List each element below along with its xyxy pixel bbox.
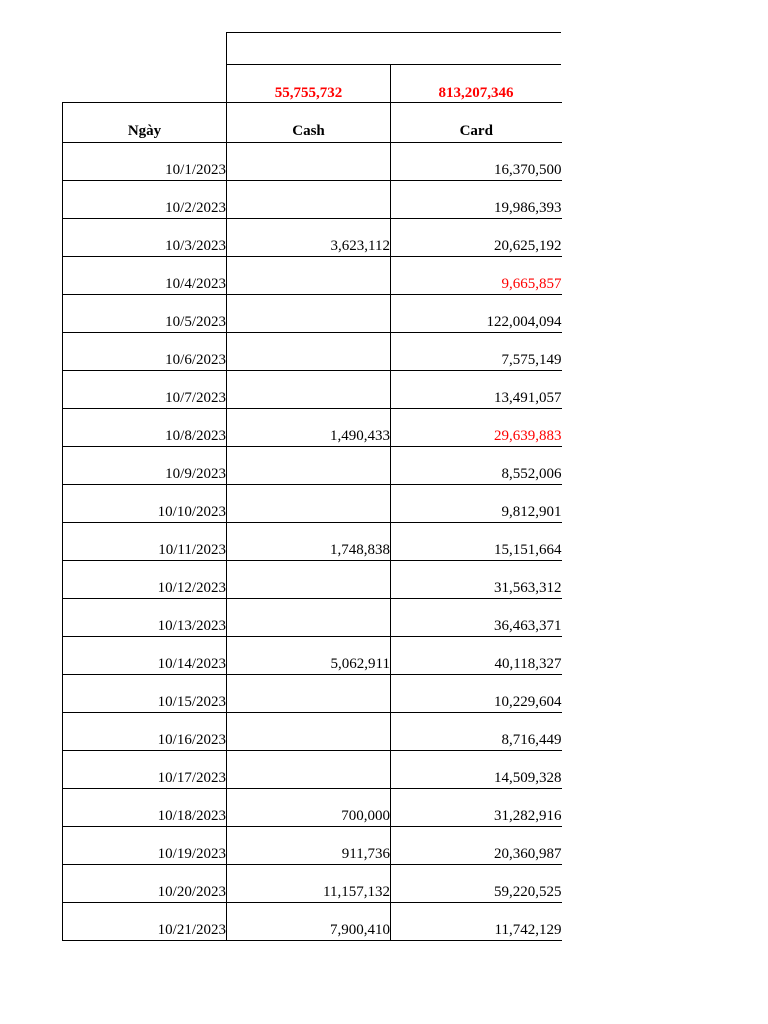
table-row — [63, 295, 562, 333]
date-cell[interactable]: 10/6/2023 — [63, 333, 227, 371]
card-cell[interactable]: 31,282,916 — [391, 789, 562, 827]
card-cell[interactable]: 36,463,371 — [391, 599, 562, 637]
date-cell[interactable]: 10/10/2023 — [63, 485, 227, 523]
table-row — [63, 561, 562, 599]
cash-cell[interactable] — [227, 751, 391, 789]
sales-table — [62, 102, 562, 941]
cash-cell[interactable]: 1,490,433 — [227, 409, 391, 447]
date-cell[interactable]: 10/20/2023 — [63, 865, 227, 903]
card-cell[interactable]: 20,625,192 — [391, 219, 562, 257]
card-cell[interactable]: 40,118,327 — [391, 637, 562, 675]
date-cell[interactable]: 10/3/2023 — [63, 219, 227, 257]
card-total-cell[interactable]: 813,207,346 — [390, 64, 561, 103]
table-row — [63, 599, 562, 637]
table-row — [63, 409, 562, 447]
cash-column-header[interactable]: Cash — [227, 103, 391, 143]
cash-cell[interactable] — [227, 257, 391, 295]
date-cell[interactable]: 10/2/2023 — [63, 181, 227, 219]
card-cell[interactable]: 31,563,312 — [391, 561, 562, 599]
card-cell[interactable]: 11,742,129 — [391, 903, 562, 941]
cash-cell[interactable] — [227, 181, 391, 219]
cash-cell[interactable]: 3,623,112 — [227, 219, 391, 257]
date-cell[interactable]: 10/17/2023 — [63, 751, 227, 789]
cash-cell[interactable]: 1,748,838 — [227, 523, 391, 561]
cash-cell[interactable]: 911,736 — [227, 827, 391, 865]
table-row — [63, 637, 562, 675]
table-row — [63, 181, 562, 219]
cash-cell[interactable]: 700,000 — [227, 789, 391, 827]
date-column-header[interactable]: Ngày — [63, 103, 227, 143]
date-cell[interactable]: 10/5/2023 — [63, 295, 227, 333]
date-cell[interactable]: 10/21/2023 — [63, 903, 227, 941]
date-cell[interactable]: 10/8/2023 — [63, 409, 227, 447]
header-row — [63, 103, 562, 143]
cash-cell[interactable] — [227, 143, 391, 181]
table-row — [63, 789, 562, 827]
table-row — [63, 219, 562, 257]
table-row — [63, 485, 562, 523]
table-row — [63, 675, 562, 713]
cash-cell[interactable] — [227, 675, 391, 713]
table-row — [63, 447, 562, 485]
card-cell[interactable]: 122,004,094 — [391, 295, 562, 333]
date-cell[interactable]: 10/16/2023 — [63, 713, 227, 751]
cash-cell[interactable] — [227, 561, 391, 599]
date-cell[interactable]: 10/7/2023 — [63, 371, 227, 409]
date-cell[interactable]: 10/18/2023 — [63, 789, 227, 827]
card-cell[interactable]: 16,370,500 — [391, 143, 562, 181]
card-cell[interactable]: 13,491,057 — [391, 371, 562, 409]
cash-cell[interactable] — [227, 333, 391, 371]
date-cell[interactable]: 10/4/2023 — [63, 257, 227, 295]
table-row — [63, 865, 562, 903]
date-cell[interactable]: 10/14/2023 — [63, 637, 227, 675]
date-cell[interactable]: 10/1/2023 — [63, 143, 227, 181]
cash-cell[interactable] — [227, 447, 391, 485]
cash-cell[interactable] — [227, 371, 391, 409]
card-cell[interactable]: 29,639,883 — [391, 409, 562, 447]
cash-cell[interactable]: 11,157,132 — [227, 865, 391, 903]
table-row — [63, 257, 562, 295]
card-cell[interactable]: 8,552,006 — [391, 447, 562, 485]
table-row — [63, 751, 562, 789]
card-cell[interactable]: 15,151,664 — [391, 523, 562, 561]
table-row — [63, 903, 562, 941]
cash-cell[interactable]: 5,062,911 — [227, 637, 391, 675]
cash-cell[interactable] — [227, 599, 391, 637]
cash-total-cell[interactable]: 55,755,732 — [226, 64, 390, 103]
table-row — [63, 523, 562, 561]
date-cell[interactable]: 10/19/2023 — [63, 827, 227, 865]
card-cell[interactable]: 8,716,449 — [391, 713, 562, 751]
date-cell[interactable]: 10/15/2023 — [63, 675, 227, 713]
table-row — [63, 371, 562, 409]
table-row — [63, 827, 562, 865]
date-cell[interactable]: 10/11/2023 — [63, 523, 227, 561]
card-cell[interactable]: 59,220,525 — [391, 865, 562, 903]
card-cell[interactable]: 9,812,901 — [391, 485, 562, 523]
card-cell[interactable]: 19,986,393 — [391, 181, 562, 219]
card-cell[interactable]: 14,509,328 — [391, 751, 562, 789]
date-cell[interactable]: 10/12/2023 — [63, 561, 227, 599]
card-cell[interactable]: 9,665,857 — [391, 257, 562, 295]
cash-cell[interactable] — [227, 295, 391, 333]
cash-cell[interactable] — [227, 713, 391, 751]
cash-cell[interactable]: 7,900,410 — [227, 903, 391, 941]
table-row — [63, 143, 562, 181]
card-column-header[interactable]: Card — [391, 103, 562, 143]
merged-header-cell[interactable] — [226, 32, 561, 64]
card-cell[interactable]: 10,229,604 — [391, 675, 562, 713]
card-cell[interactable]: 20,360,987 — [391, 827, 562, 865]
table-row — [63, 333, 562, 371]
card-cell[interactable]: 7,575,149 — [391, 333, 562, 371]
cash-cell[interactable] — [227, 485, 391, 523]
table-body — [63, 143, 562, 941]
date-cell[interactable]: 10/13/2023 — [63, 599, 227, 637]
table-row — [63, 713, 562, 751]
date-cell[interactable]: 10/9/2023 — [63, 447, 227, 485]
